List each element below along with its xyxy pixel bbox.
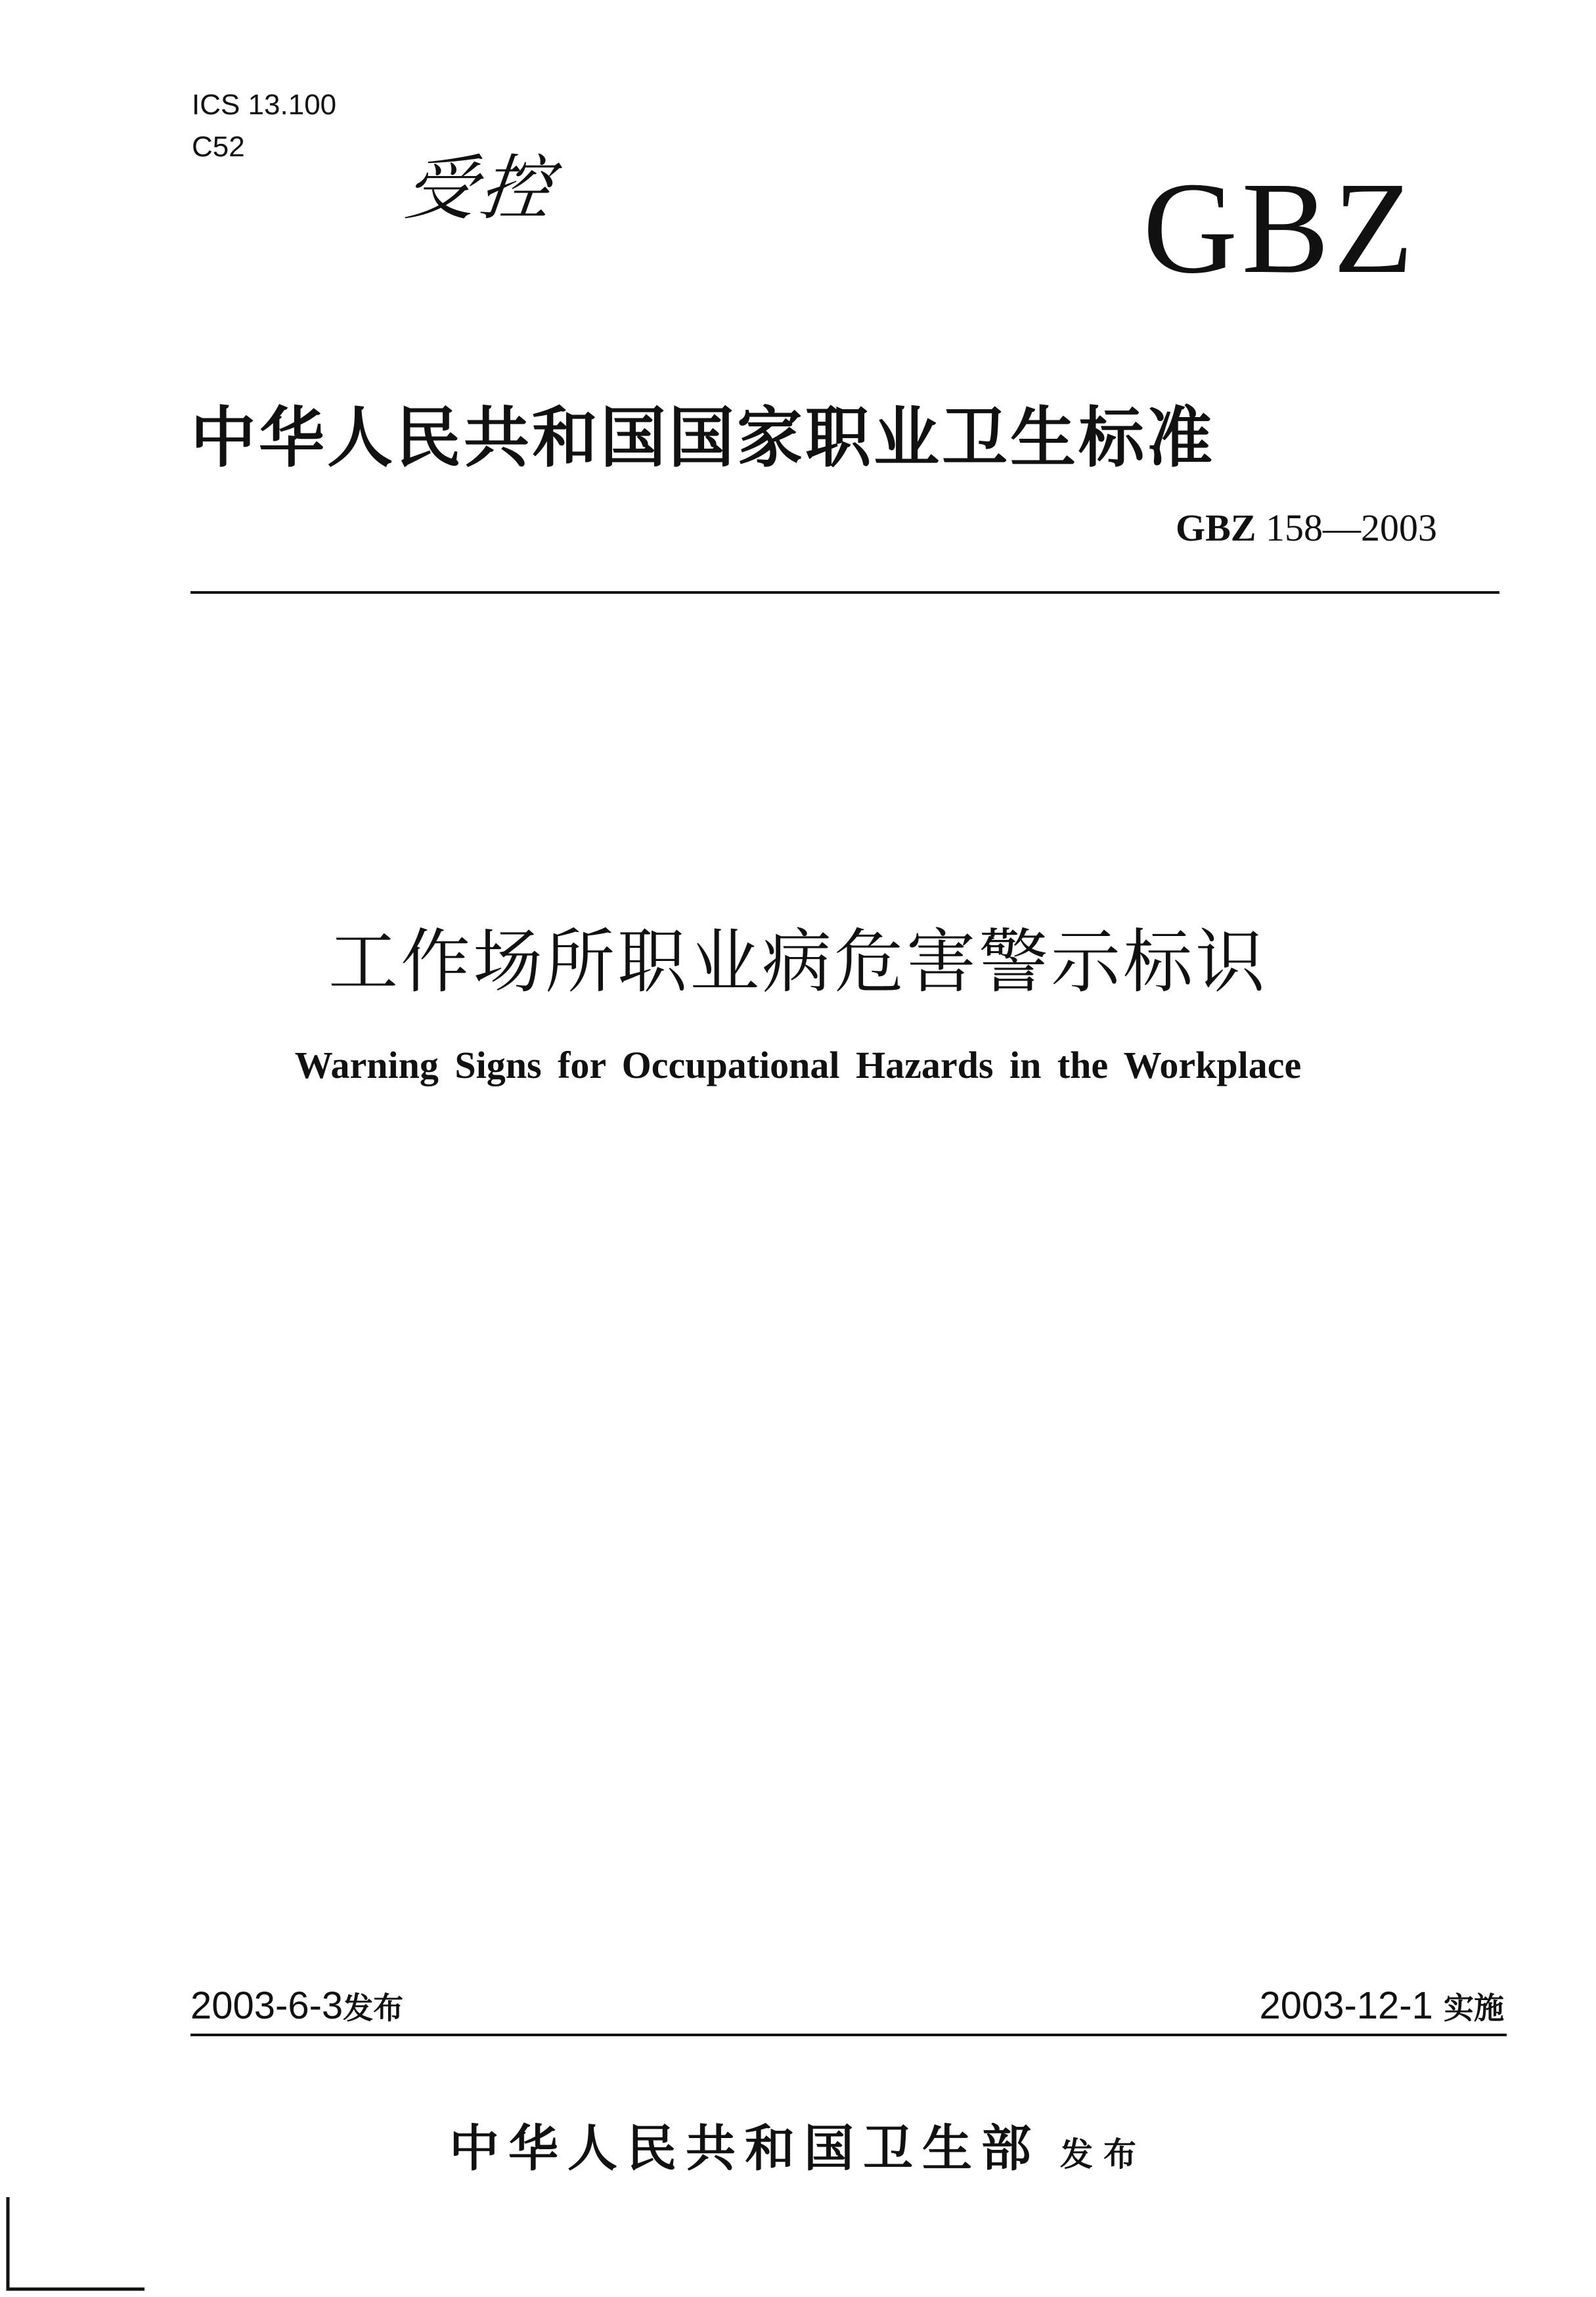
ics-code: ICS 13.100 xyxy=(192,89,337,121)
implementation-date-value: 2003-12-1 xyxy=(1259,1984,1433,2027)
controlled-stamp: 受控 xyxy=(401,148,560,230)
standard-number-value: 158—2003 xyxy=(1266,506,1437,549)
top-rule xyxy=(190,591,1499,594)
standard-number-prefix: GBZ xyxy=(1176,506,1256,549)
classification-codes xyxy=(192,84,336,168)
issue-date-label: 发布 xyxy=(343,1990,404,2026)
publisher xyxy=(0,2108,1596,2180)
gbz-logo: GBZ xyxy=(1143,156,1417,301)
standard-category: 中华人民共和国国家职业卫生标准 xyxy=(190,399,1215,476)
publisher-name: 中华人民共和国卫生部 xyxy=(449,2119,1040,2177)
title-english: Warning Signs for Occupational Hazards in the Workplace xyxy=(294,1044,1302,1086)
standard-number xyxy=(1176,506,1437,550)
implementation-date xyxy=(1259,1984,1504,2028)
scan-corner-mark xyxy=(0,2197,151,2297)
ccs-code: C52 xyxy=(192,131,245,163)
implementation-date-label: 实施 xyxy=(1444,1990,1504,2026)
title-chinese: 工作场所职业病危害警示标识 xyxy=(328,922,1268,1002)
issue-date xyxy=(190,1984,403,2028)
issue-date-value: 2003-6-3 xyxy=(190,1984,344,2027)
publisher-suffix: 发布 xyxy=(1060,2135,1147,2174)
bottom-rule xyxy=(190,2034,1507,2036)
